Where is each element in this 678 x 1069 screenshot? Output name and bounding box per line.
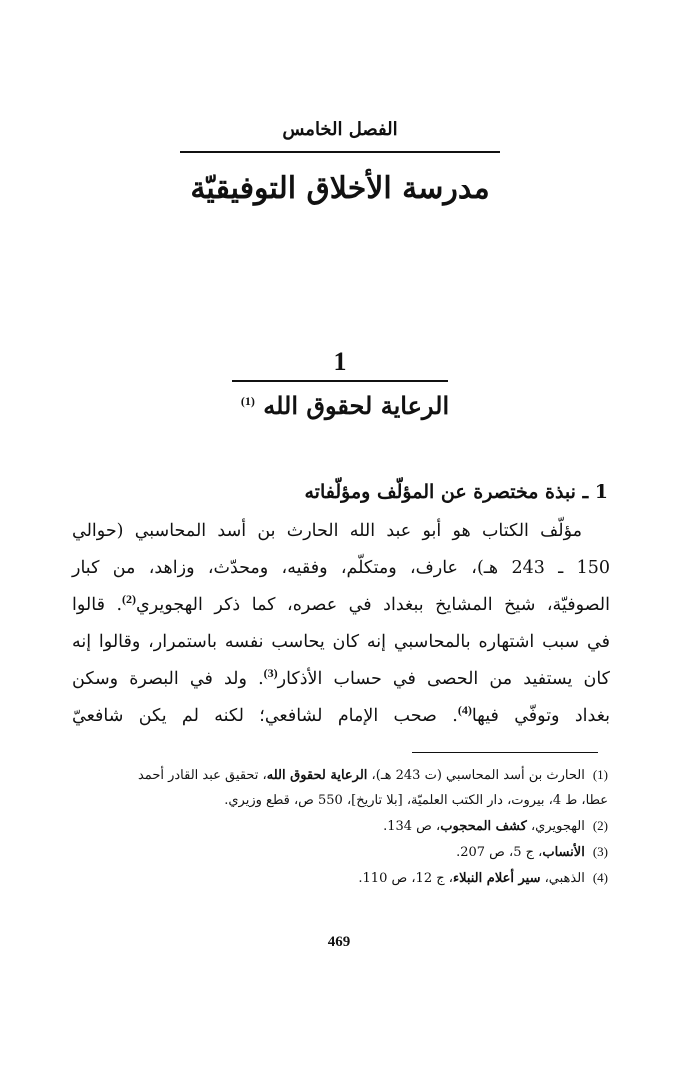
page-number: 469 [327, 934, 351, 950]
footnote-separator [412, 752, 598, 753]
footnote-title: الأنساب [542, 845, 585, 860]
footnote-text: الذهبي، [540, 871, 585, 886]
chapter-label: الفصل الخامس [282, 119, 398, 140]
body-line: في سبب اشتهاره بالمحاسبي إنه كان يحاسب نفسه باستمرار، وقالوا إنه [72, 632, 610, 652]
footnote-text: ، ص 134. [383, 819, 441, 834]
footnote-title: كشف المحجوب [440, 819, 527, 834]
footnote-ref[interactable]: (3) [263, 666, 278, 681]
body-line-text: الصوفيّة، شيخ المشايخ ببغداد في عصره، كما ذكر الهجويري [136, 595, 610, 615]
footnote-continuation: عطا، ط 4، بيروت، دار الكتب العلميّة، [بلا تاريخ]، 550 ص، قطع وزيري. [224, 793, 608, 808]
section-title [200, 386, 490, 426]
footnote-text: ، ج 5، ص 207. [456, 845, 543, 860]
chapter-rule [180, 151, 500, 153]
footnote-ref[interactable]: (2) [122, 592, 137, 607]
footnote-text: ، تحقيق عبد القادر أحمد [137, 768, 267, 783]
footnote-title: الرعاية لحقوق الله [266, 768, 368, 783]
footnote-title: سير أعلام النبلاء [452, 871, 541, 886]
body-line-text: . صحب الإمام لشافعي؛ لكنه لم يكن شافعيّ [72, 706, 458, 726]
footnote-item [68, 813, 608, 839]
footnote-number: (3) [592, 844, 608, 859]
body-paragraph [72, 513, 610, 735]
body-line: 150 ـ 243 هـ)، عارف، ومتكلّم، وفقيه، ومحدّث، وزاهد، من كبار [72, 558, 610, 578]
footnote-text: ، ج 12، ص 110. [358, 871, 453, 886]
body-line-text: بغداد وتوفّي فيها [471, 706, 611, 726]
body-line [72, 661, 610, 698]
chapter-title: مدرسة الأخلاق التوفيقيّة [190, 171, 490, 206]
section-rule [232, 380, 448, 382]
footnote-number: (4) [592, 870, 608, 885]
body-line-text: كان يستفيد من الحصى في حساب الأذكار [277, 669, 610, 689]
subheading: 1 ـ نبذة مختصرة عن المؤلّف ومؤلّفاته [304, 481, 608, 503]
body-line-text: . قالوا [72, 595, 123, 615]
footnote-number: (2) [592, 818, 608, 833]
footnote-item [68, 865, 608, 891]
footnote-ref[interactable]: (4) [457, 703, 472, 718]
body-line-text: . ولد في البصرة وسكن [72, 669, 264, 689]
footnote-number: (1) [592, 767, 608, 782]
body-line: مؤلّف الكتاب هو أبو عبد الله الحارث بن أسد المحاسبي (حوالي [72, 521, 582, 541]
footnote-text: الهجويري، [526, 819, 585, 834]
section-title-text: الرعاية لحقوق الله [263, 391, 450, 420]
footnote-item [68, 839, 608, 865]
section-number: 1 [333, 347, 347, 376]
section-title-footnote-ref[interactable]: (1) [240, 394, 255, 408]
footnote-text: الحارث بن أسد المحاسبي (ت 243 هـ)، [367, 768, 585, 783]
body-line [72, 587, 610, 624]
footnotes [68, 762, 608, 891]
footnote-item [68, 762, 608, 813]
body-line [72, 698, 610, 735]
